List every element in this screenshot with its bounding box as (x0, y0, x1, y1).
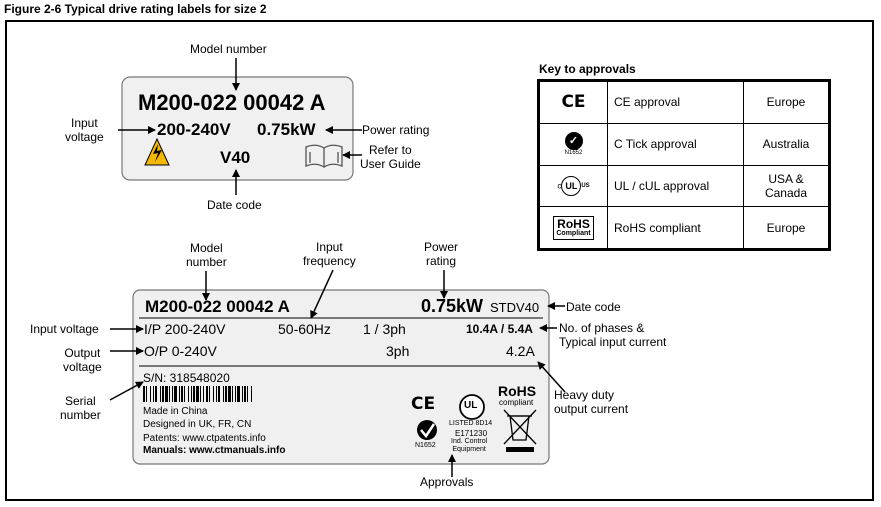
key-row-rohs (540, 207, 829, 249)
big-label-output-voltage: O/P 0-240V (144, 343, 217, 359)
annotation-power-rating-small: Power rating (362, 123, 430, 137)
big-label-made-in: Made in China (143, 406, 208, 417)
big-label-phase-in: 1 / 3ph (363, 321, 406, 337)
annotation-date-code-small: Date code (207, 198, 262, 212)
ce-mark-icon: CE (540, 82, 608, 124)
big-label-patents: Patents: www.ctpatents.info (143, 433, 266, 444)
key-name: C Tick approval (608, 123, 744, 165)
big-label-ce-mark: CE (411, 394, 436, 414)
big-label-rohs-compliant: compliant (499, 398, 534, 407)
annotation-input-voltage-small: Input voltage (65, 116, 104, 144)
figure-title: Figure 2-6 Typical drive rating labels for size 2 (4, 2, 267, 16)
big-label-designed-in: Designed in UK, FR, CN (143, 419, 252, 430)
annotation-input-frequency: Input frequency (303, 240, 356, 268)
big-label-serial: S/N: 318548020 (143, 371, 230, 385)
key-table-frame (537, 79, 831, 251)
big-label-phase-out: 3ph (386, 343, 410, 359)
annotation-model-number-big: Model number (186, 241, 227, 269)
rohs-icon: RoHS Compliant (540, 207, 608, 249)
annotation-power-rating-big: Power rating (424, 240, 459, 268)
key-name: RoHS compliant (608, 207, 744, 249)
key-row-ce (540, 82, 829, 124)
annotation-phases-current: No. of phases & Typical input current (559, 321, 667, 349)
big-label-power: 0.75kW (421, 296, 484, 316)
cul-us-icon: c UL US (540, 165, 608, 207)
big-label-date: STDV40 (490, 300, 540, 315)
annotation-input-voltage-big: Input voltage (30, 322, 99, 336)
big-label-model: M200-022 00042 A (145, 297, 290, 316)
annotation-approvals: Approvals (420, 475, 474, 489)
big-label-file: E171230 (455, 429, 488, 438)
small-label-power: 0.75kW (257, 120, 316, 139)
big-label-ind-control: Ind. Control Equipment (451, 438, 488, 453)
annotation-output-voltage: Output voltage (63, 346, 102, 374)
annotation-refer-guide: Refer to User Guide (360, 143, 421, 171)
big-label-frequency: 50-60Hz (278, 321, 331, 337)
annotation-serial-number: Serial number (60, 394, 101, 422)
big-label-current-out: 4.2A (506, 343, 535, 359)
big-label-manuals: Manuals: www.ctmanuals.info (143, 445, 286, 456)
small-label-voltage: 200-240V (157, 120, 231, 139)
small-label-model: M200-022 00042 A (138, 90, 326, 115)
key-title: Key to approvals (539, 62, 636, 76)
small-label-date-code: V40 (220, 148, 251, 167)
big-label-current-in: 10.4A / 5.4A (466, 322, 533, 336)
big-label-n1652: N1652 (415, 442, 436, 449)
key-row-ctick (540, 123, 829, 165)
c-tick-mark-icon (417, 420, 437, 440)
big-label-listed: LISTED 8D14 (449, 420, 493, 427)
key-row-ul (540, 165, 829, 207)
big-label-input-voltage: I/P 200-240V (144, 321, 226, 337)
annotation-date-code-big: Date code (566, 300, 621, 314)
key-region: Australia (744, 123, 829, 165)
annotation-heavy-duty: Heavy duty output current (554, 388, 629, 416)
big-label-ul-text: UL (464, 400, 478, 411)
key-region: Europe (744, 82, 829, 124)
key-name: UL / cUL approval (608, 165, 744, 207)
key-name: CE approval (608, 82, 744, 124)
key-region: Europe (744, 207, 829, 249)
big-label-rohs: RoHS (498, 383, 537, 399)
c-tick-icon: ✓ N1652 (540, 123, 608, 165)
key-table (539, 81, 829, 249)
annotation-model-number-small: Model number (190, 42, 267, 56)
key-region: USA & Canada (744, 165, 829, 207)
